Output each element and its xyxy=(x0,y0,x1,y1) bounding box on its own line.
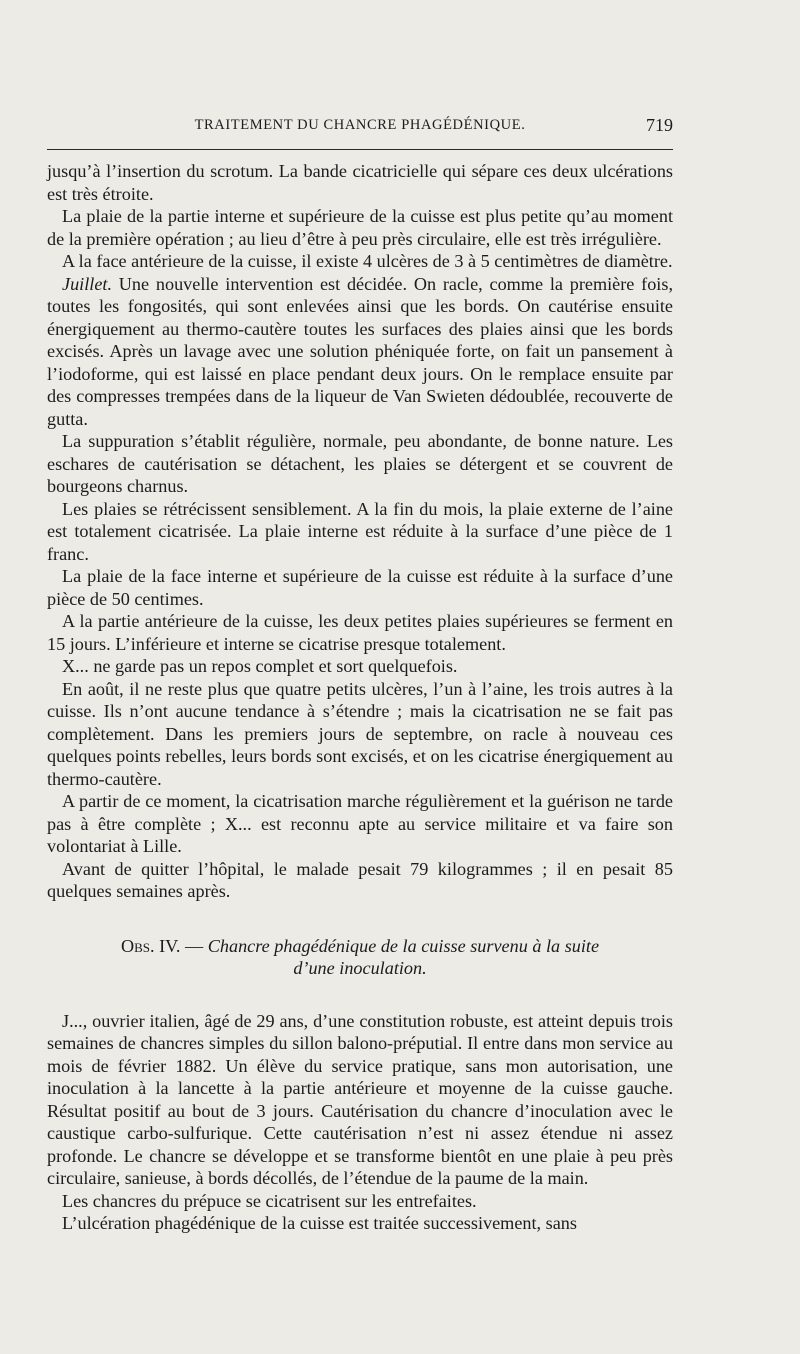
observation-heading xyxy=(47,935,673,980)
paragraph: La plaie de la face interne et supérieure de la cuisse est réduite à la surface d’une pièce de 50 centimes. xyxy=(47,566,673,609)
paragraph: X... ne garde pas un repos complet et sort quelquefois. xyxy=(62,656,458,676)
body-text xyxy=(47,160,673,1235)
paragraph: La plaie de la partie interne et supérieure de la cuisse est plus petite qu’au moment de la première opération ; au lieu d’être à peu près circulaire, elle est très irrégulière. xyxy=(47,206,673,249)
paragraph: Les chancres du prépuce se cicatrisent sur les entrefaites. xyxy=(62,1190,477,1211)
observation-label: Obs. IV. xyxy=(120,935,181,956)
paragraph-text: Une nouvelle intervention est décidée. On racle, comme la première fois, toutes les fongosités, qui sont enlevées ainsi que les bords. On cautérise ensuite énergiquement au thermo-cautère toutes les surfaces des plaies ainsi que les bords excisés. Après un lavage avec une solution phéniquée forte, on fait un pansement à l’iodoforme, qui est laissé en place pendant deux jours. On le remplace ensuite par des compresses trempées dans de la liqueur de Van Swieten dédoublée, recouverte de gutta. xyxy=(47,273,673,429)
observation-title-line2: d’une inoculation. xyxy=(293,958,427,978)
paragraph-juillet xyxy=(47,273,673,431)
running-header xyxy=(47,115,673,139)
paragraph: jusqu’à l’insertion du scrotum. La bande cicatricielle qui sépare ces deux ulcérations est très étroite. xyxy=(47,161,673,204)
paragraph: A partir de ce moment, la cicatrisation marche régulièrement et la guérison ne tarde pas à être complète ; X... est reconnu apte au service militaire et va faire son volontariat à Lille. xyxy=(47,791,673,856)
paragraph: J..., ouvrier italien, âgé de 29 ans, d’une constitution robuste, est atteint depuis trois semaines de chancres simples du sillon balono-préputial. Il entre dans mon service au mois de février 1882. Un élève du service pratique, sans mon autorisation, une inoculation à la lancette à la partie antérieure et moyenne de la cuisse gauche. Résultat positif au bout de 3 jours. Cautérisation du chancre d’inoculation avec le caustique carbo-sulfurique. Cette cautérisation n’est ni assez étendue ni assez profonde. Le chancre se développe et se transforme bientôt en une plaie à peu près circulaire, sanieuse, à bords décollés, de l’étendue de la paume de la main. xyxy=(47,1010,673,1188)
paragraph: L’ulcération phagédénique de la cuisse est traitée successivement, sans xyxy=(62,1213,577,1233)
header-rule xyxy=(47,149,673,150)
paragraph: A la partie antérieure de la cuisse, les deux petites plaies supérieures se ferment en 15 jours. L’inférieure et interne se cicatrise presque totalement. xyxy=(47,611,673,654)
paragraph: Avant de quitter l’hôpital, le malade pesait 79 kilogrammes ; il en pesait 85 quelques semaines après. xyxy=(47,858,673,901)
paragraph: En août, il ne reste plus que quatre petits ulcères, l’un à l’aine, les trois autres à la cuisse. Ils n’ont aucune tendance à s’étendre ; mais la cicatrisation ne se fait pas complètement. Dans les premiers jours de septembre, on racle à nouveau ces quelques points rebelles, leurs bords sont excisés, et on les cicatrise énergiquement au thermo-cautère. xyxy=(47,678,673,789)
date-lead: Juillet. xyxy=(62,273,112,294)
paragraph: Les plaies se rétrécissent sensiblement. A la fin du mois, la plaie externe de l’aine est totalement cicatrisée. La plaie interne est réduite à la surface d’une pièce de 1 franc. xyxy=(47,498,673,564)
page-number: 719 xyxy=(646,115,673,135)
paragraph: La suppuration s’établit régulière, normale, peu abondante, de bonne nature. Les eschares de cautérisation se détachent, les plaies se détergent et se couvrent de bourgeons charnus. xyxy=(47,431,673,496)
observation-dash: — xyxy=(180,935,208,956)
paragraph: A la face antérieure de la cuisse, il existe 4 ulcères de 3 à 5 centimètres de diamètre. xyxy=(62,251,673,271)
running-title: TRAITEMENT DU CHANCRE PHAGÉDÉNIQUE. xyxy=(194,117,526,133)
observation-title-line1: Chancre phagédénique de la cuisse survenu à la suite xyxy=(207,935,600,956)
